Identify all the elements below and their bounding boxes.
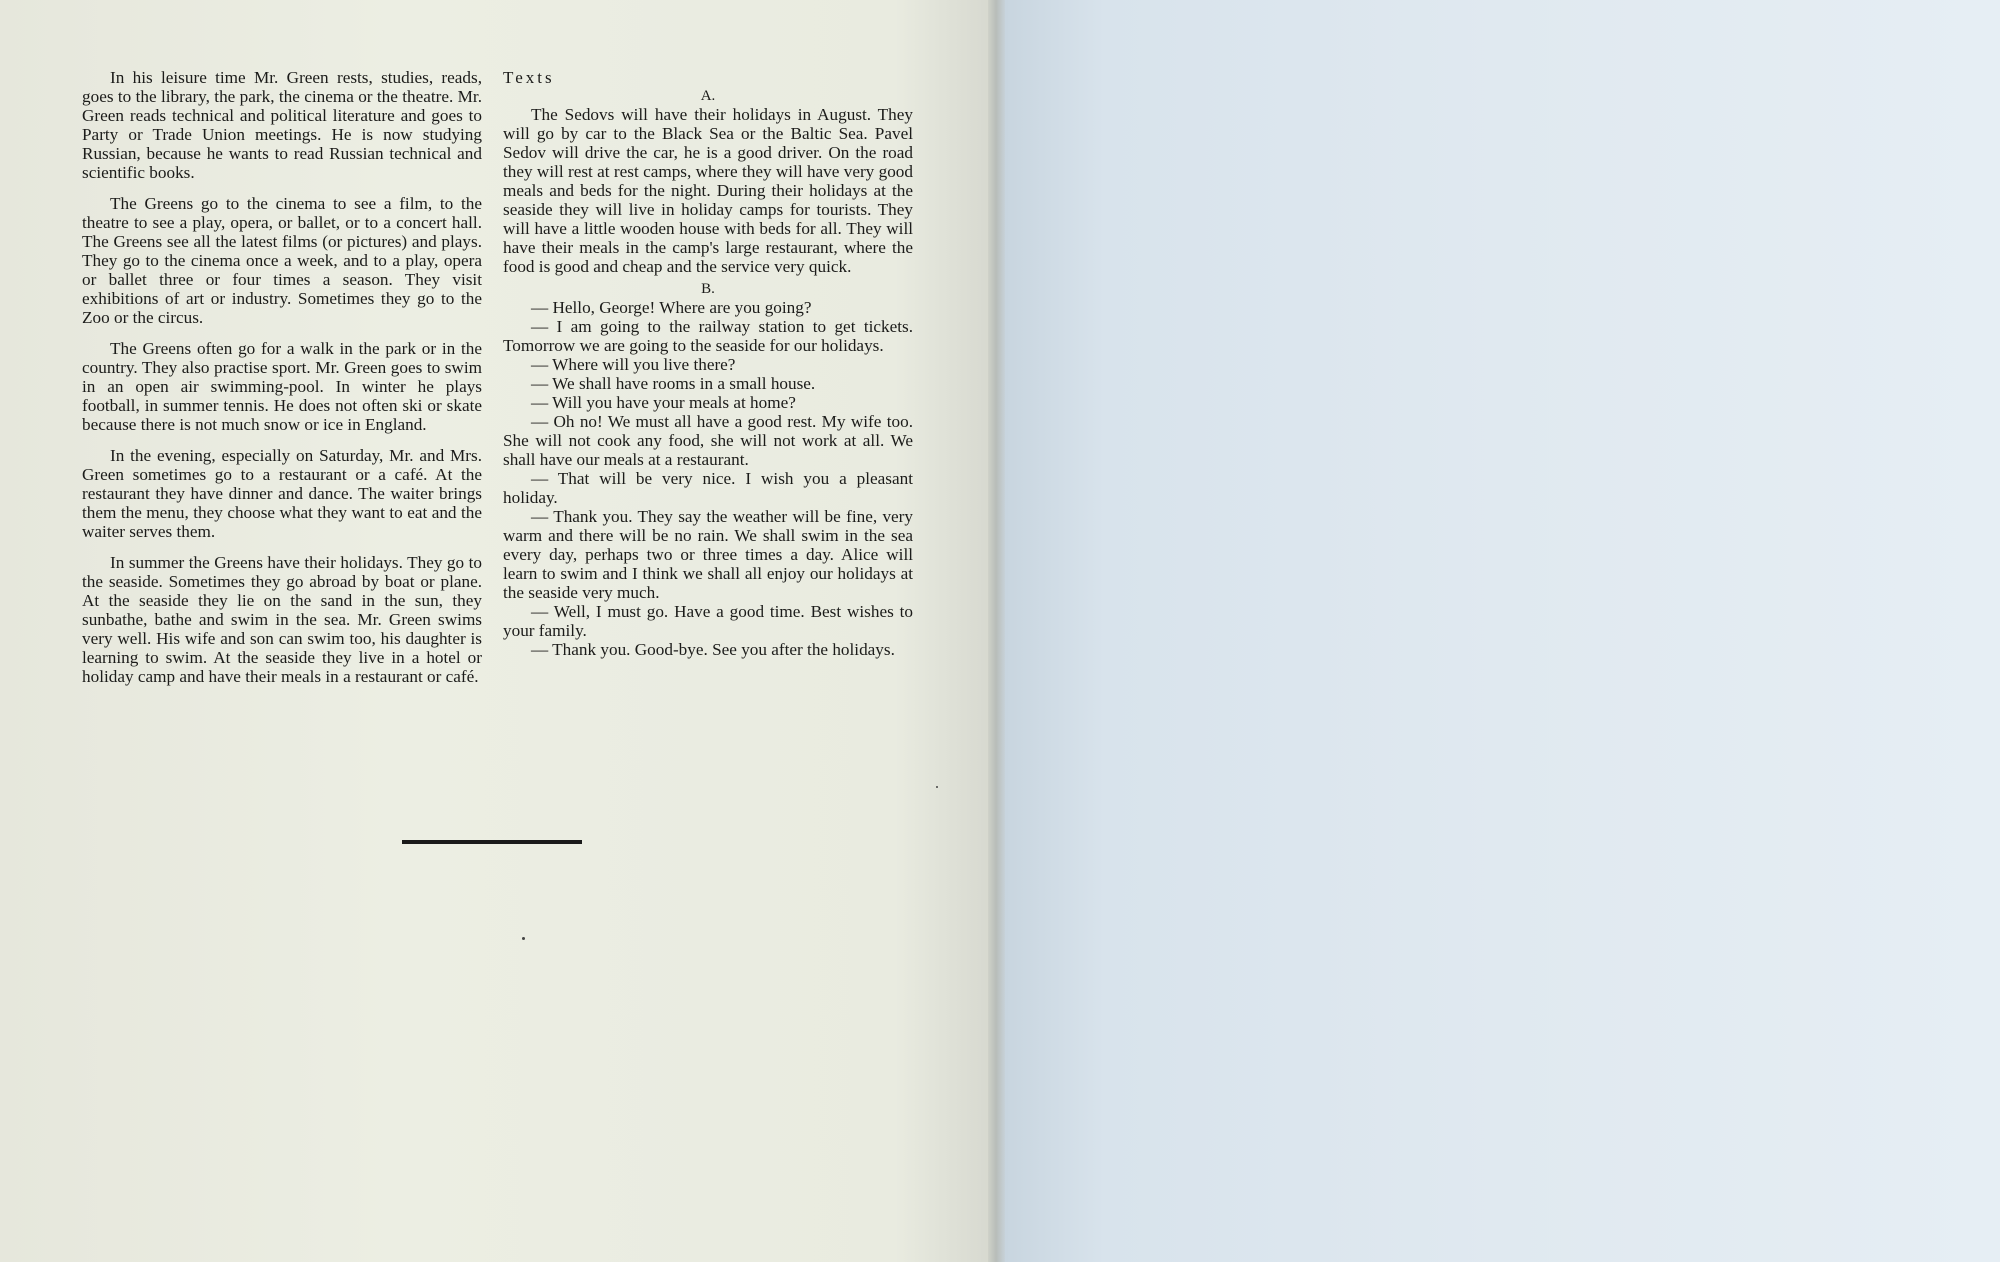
paragraph-evening: In the evening, especially on Saturday, Mr. and Mrs. Green sometimes go to a restaurant or a café. At the restaurant they have dinner and dance. The waiter brings them the menu, they choose what they want to eat and the waiter serves them. bbox=[82, 446, 482, 541]
paragraph-cinema-theatre: The Greens go to the cinema to see a film, to the theatre to see a play, opera, or ballet, or to a concert hall. The Greens see all the latest films (or pictures) and plays. They go to the cinema once a week, and to a play, opera or ballet three or four times a season. They visit exhibitions of art or industry. Sometimes they go to the Zoo or the circus. bbox=[82, 194, 482, 327]
paragraph-summer-holidays: In summer the Greens have their holidays. They go to the seaside. Sometimes they go abroad by boat or plane. At the seaside they lie on the sand in the sun, they sunbathe, bathe and swim in the sea. Mr. Green swims very well. His wife and son can swim too, his daughter is learning to swim. At the seaside they live in a hotel or holiday camp and have their meals in a restaurant or café. bbox=[82, 553, 482, 686]
section-a-text: The Sedovs will have their holidays in August. They will go by car to the Black Sea or the Baltic Sea. Pavel Sedov will drive the car, he is a good driver. On the road they will rest at rest camps, where they will have very good meals and beds for the night. During their holidays at the seaside they will live in holiday camps for tourists. They will have a little wooden house with beds for all. They will have their meals in the camp's large restaurant, where the food is good and cheap and the service very quick. bbox=[503, 105, 913, 276]
section-end-rule bbox=[402, 840, 582, 844]
dialog-line: — Where will you live there? bbox=[531, 355, 736, 374]
dialog-line: — Well, I must go. Have a good time. Best wishes to your family. bbox=[503, 602, 913, 640]
dialog-line: — Thank you. They say the weather will be fine, very warm and there will be no rain. We shall swim in the sea every day, perhaps two or three times a day. Alice will learn to swim and I think we shall all enjoy our holidays at the seaside very much. bbox=[503, 507, 913, 602]
paragraph-leisure: In his leisure time Mr. Green rests, studies, reads, goes to the library, the park, the cinema or the theatre. Mr. Green reads technical and political literature and goes to Party or Trade Union meetings. He is now studying Russian, because he wants to read Russian technical and scientific books. bbox=[82, 68, 482, 182]
paper-speck bbox=[936, 786, 938, 788]
dialog-line: — Thank you. Good-bye. See you after the holidays. bbox=[531, 640, 895, 659]
dialog-line: — We shall have rooms in a small house. bbox=[531, 374, 816, 393]
left-page bbox=[0, 0, 995, 1262]
section-a-letter: A. bbox=[700, 88, 716, 104]
left-text-column bbox=[82, 68, 482, 698]
paragraph-sport: The Greens often go for a walk in the park or in the country. They also practise sport. Mr. Green goes to swim in an open air swimming-pool. In winter he plays football, in summer tennis. He does not often ski or skate because there is not much snow or ice in England. bbox=[82, 339, 482, 434]
section-b-letter: B. bbox=[701, 281, 715, 297]
texts-heading: Texts bbox=[503, 68, 555, 87]
paper-speck bbox=[522, 937, 525, 940]
right-page-blank bbox=[1005, 0, 2000, 1262]
dialog-line: — Hello, George! Where are you going? bbox=[531, 298, 812, 317]
dialog-line: — That will be very nice. I wish you a pleasant holiday. bbox=[503, 469, 913, 507]
dialog-line: — I am going to the railway station to get tickets. Tomorrow we are going to the seaside for our holidays. bbox=[503, 317, 913, 355]
right-text-column bbox=[503, 68, 913, 659]
book-spine bbox=[988, 0, 1006, 1262]
dialog-line: — Will you have your meals at home? bbox=[531, 393, 796, 412]
dialog-line: — Oh no! We must all have a good rest. My wife too. She will not cook any food, she will not work at all. We shall have our meals at a restaurant. bbox=[503, 412, 913, 469]
